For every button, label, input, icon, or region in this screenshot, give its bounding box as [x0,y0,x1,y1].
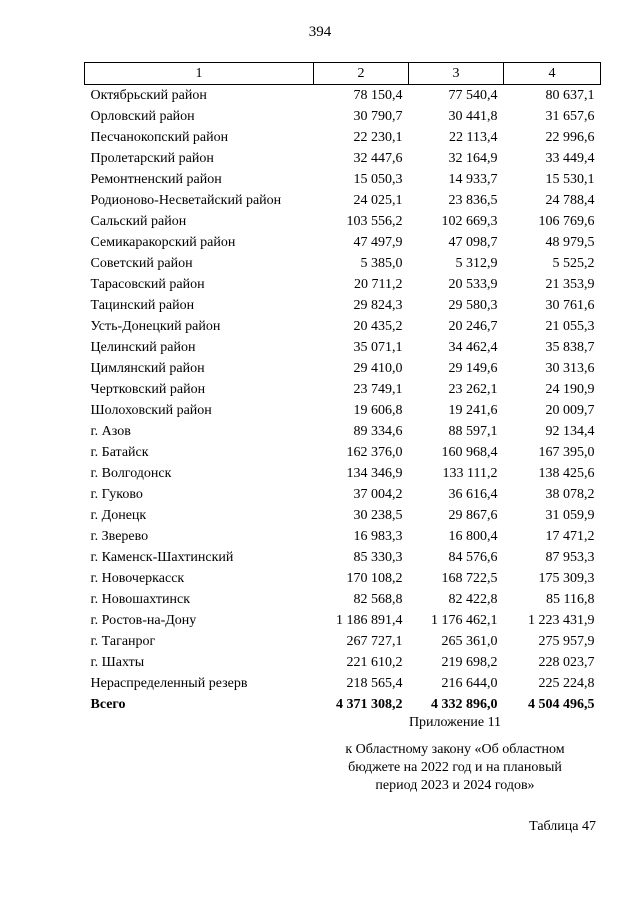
territory-name-cell: Родионово-Несветайский район [90,193,282,208]
table-row [85,337,601,358]
territory-name-cell: Шолоховский район [90,403,212,418]
amount-cell: 30 313,6 [545,361,595,376]
territory-name-cell: Сальский район [90,214,187,229]
amount-cell: 32 164,9 [448,151,498,166]
table-row [85,253,601,274]
amount-cell: 265 361,0 [441,634,498,649]
table-row [85,442,601,463]
amount-cell: 162 376,0 [346,445,403,460]
amount-cell: 80 637,1 [545,88,595,103]
amount-cell: 29 867,6 [448,508,498,523]
column-header: 1 [85,63,314,85]
amount-cell: 30 441,8 [448,109,498,124]
territory-name-cell: Целинский район [90,340,196,355]
appendix-caption [330,741,580,795]
amount-cell: 31 657,6 [545,109,595,124]
amount-cell: 88 597,1 [448,424,498,439]
territory-name-cell: Советский район [90,256,193,271]
table-row [85,127,601,148]
appendix-line: бюджете на 2022 год и на плановый [348,760,562,775]
amount-cell: 167 395,0 [538,445,595,460]
table-row [85,316,601,337]
table-header-row [85,63,601,85]
amount-cell: 175 309,3 [538,571,595,586]
amount-cell: 16 983,3 [353,529,403,544]
table-row [85,463,601,484]
amount-cell: 19 241,6 [448,403,498,418]
amount-cell: 33 449,4 [545,151,595,166]
budget-table [84,62,601,715]
amount-cell: 134 346,9 [346,466,403,481]
amount-cell: 1 176 462,1 [431,613,498,628]
amount-cell: 20 009,7 [545,403,595,418]
total-row [85,694,601,715]
territory-name-cell: г. Азов [90,424,131,439]
amount-cell: 4 504 496,5 [528,697,595,712]
table-row [85,169,601,190]
amount-cell: 29 580,3 [448,298,498,313]
territory-name-cell: Усть-Донецкий район [90,319,221,334]
amount-cell: 35 071,1 [353,340,403,355]
territory-name-cell: Пролетарский район [90,151,214,166]
amount-cell: 4 371 308,2 [336,697,403,712]
amount-cell: 35 838,7 [545,340,595,355]
table-row [85,484,601,505]
table-row [85,421,601,442]
amount-cell: 84 576,6 [448,550,498,565]
amount-cell: 1 223 431,9 [528,613,595,628]
territory-name-cell: г. Шахты [90,655,145,670]
amount-cell: 38 078,2 [545,487,595,502]
amount-cell: 48 979,5 [545,235,595,250]
amount-cell: 85 330,3 [353,550,403,565]
territory-name-cell: Октябрьский район [90,88,207,103]
table-row [85,211,601,232]
amount-cell: 17 471,2 [545,529,595,544]
table-row [85,589,601,610]
territory-name-cell: Ремонтненский район [90,172,222,187]
territory-name-cell: Всего [90,697,126,712]
amount-cell: 37 004,2 [353,487,403,502]
table-row [85,379,601,400]
amount-cell: 22 113,4 [449,130,498,145]
territory-name-cell: г. Зверево [90,529,149,544]
amount-cell: 1 186 891,4 [336,613,403,628]
table-label: Таблица 47 [529,819,596,834]
territory-name-cell: г. Таганрог [90,634,156,649]
amount-cell: 20 533,9 [448,277,498,292]
amount-cell: 103 556,2 [346,214,403,229]
territory-name-cell: Песчанокопский район [90,130,229,145]
amount-cell: 20 711,2 [354,277,403,292]
territory-name-cell: г. Батайск [90,445,149,460]
table-row [85,547,601,568]
amount-cell: 16 800,4 [448,529,498,544]
territory-name-cell: г. Донецк [90,508,147,523]
amount-cell: 24 025,1 [353,193,403,208]
column-header: 3 [409,63,504,85]
appendix-line: период 2023 и 2024 годов» [375,778,535,793]
territory-name-cell: г. Волгодонск [90,466,172,481]
amount-cell: 23 749,1 [353,382,403,397]
territory-name-cell: г. Гуково [90,487,143,502]
amount-cell: 5 385,0 [360,256,403,271]
amount-cell: 23 262,1 [448,382,498,397]
amount-cell: 225 224,8 [538,676,595,691]
amount-cell: 106 769,6 [538,214,595,229]
amount-cell: 47 497,9 [353,235,403,250]
column-header: 4 [504,63,601,85]
table-row [85,148,601,169]
table-body [85,85,601,716]
territory-name-cell: Тарасовский район [90,277,205,292]
amount-cell: 267 727,1 [346,634,403,649]
amount-cell: 82 422,8 [448,592,498,607]
amount-cell: 228 023,7 [538,655,595,670]
amount-cell: 24 788,4 [545,193,595,208]
table-row [85,85,601,107]
page-number: 394 [308,24,332,40]
amount-cell: 21 055,3 [545,319,595,334]
territory-name-cell: Тацинский район [90,298,195,313]
amount-cell: 138 425,6 [538,466,595,481]
table-row [85,568,601,589]
territory-name-cell: г. Ростов-на-Дону [90,613,197,628]
territory-name-cell: г. Новошахтинск [90,592,191,607]
amount-cell: 5 312,9 [455,256,498,271]
amount-cell: 30 761,6 [545,298,595,313]
amount-cell: 14 933,7 [448,172,498,187]
amount-cell: 47 098,7 [448,235,498,250]
table-row [85,232,601,253]
amount-cell: 168 722,5 [441,571,498,586]
amount-cell: 218 565,4 [346,676,403,691]
territory-name-cell: Чертковский район [90,382,206,397]
amount-cell: 24 190,9 [545,382,595,397]
table-row [85,505,601,526]
appendix-title: Приложение 11 [408,715,502,730]
table-row [85,526,601,547]
column-header: 2 [314,63,409,85]
amount-cell: 30 790,7 [353,109,403,124]
amount-cell: 34 462,4 [448,340,498,355]
amount-cell: 29 410,0 [353,361,403,376]
amount-cell: 87 953,3 [545,550,595,565]
amount-cell: 133 111,2 [442,466,498,481]
territory-name-cell: Нераспределенный резерв [90,676,248,691]
table-row [85,106,601,127]
amount-cell: 221 610,2 [346,655,403,670]
table-row [85,274,601,295]
amount-cell: 219 698,2 [441,655,498,670]
table-row [85,358,601,379]
amount-cell: 89 334,6 [353,424,403,439]
amount-cell: 19 606,8 [353,403,403,418]
appendix-line: к Областному закону «Об областном [345,742,565,757]
amount-cell: 78 150,4 [353,88,403,103]
amount-cell: 21 353,9 [545,277,595,292]
amount-cell: 22 230,1 [353,130,403,145]
amount-cell: 275 957,9 [538,634,595,649]
amount-cell: 15 530,1 [545,172,595,187]
territory-name-cell: Цимлянский район [90,361,205,376]
amount-cell: 31 059,9 [545,508,595,523]
territory-name-cell: Орловский район [90,109,195,124]
amount-cell: 22 996,6 [545,130,595,145]
amount-cell: 29 149,6 [448,361,498,376]
amount-cell: 20 246,7 [448,319,498,334]
amount-cell: 82 568,8 [353,592,403,607]
territory-name-cell: г. Новочеркасск [90,571,185,586]
amount-cell: 30 238,5 [353,508,403,523]
amount-cell: 36 616,4 [448,487,498,502]
amount-cell: 92 134,4 [545,424,595,439]
amount-cell: 102 669,3 [441,214,498,229]
table-row [85,673,601,694]
table-row [85,400,601,421]
amount-cell: 170 108,2 [346,571,403,586]
amount-cell: 32 447,6 [353,151,403,166]
table-row [85,610,601,631]
amount-cell: 15 050,3 [353,172,403,187]
amount-cell: 20 435,2 [353,319,403,334]
table-row [85,190,601,211]
amount-cell: 5 525,2 [552,256,595,271]
amount-cell: 77 540,4 [448,88,498,103]
table-row [85,652,601,673]
territory-name-cell: Семикаракорский район [90,235,236,250]
table-row [85,631,601,652]
table-row [85,295,601,316]
amount-cell: 29 824,3 [353,298,403,313]
amount-cell: 85 116,8 [546,592,595,607]
territory-name-cell: г. Каменск-Шахтинский [90,550,234,565]
amount-cell: 23 836,5 [448,193,498,208]
amount-cell: 216 644,0 [441,676,498,691]
amount-cell: 4 332 896,0 [431,697,498,712]
amount-cell: 160 968,4 [441,445,498,460]
